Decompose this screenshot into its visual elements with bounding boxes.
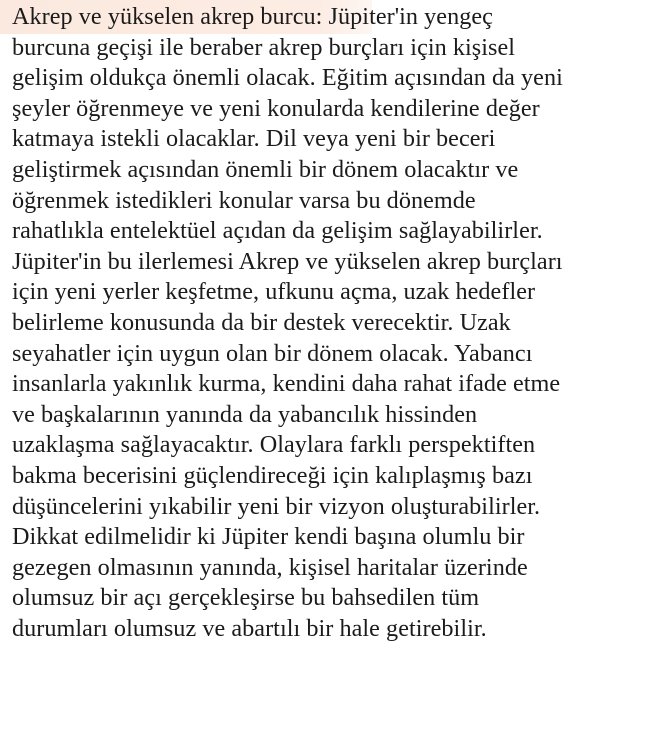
- paragraph-line: geliştirmek açısından önemli bir dönem olacaktır ve: [12, 155, 519, 183]
- paragraph-line: için yeni yerler keşfetme, ufkunu açma, uzak hedefler: [12, 278, 536, 306]
- paragraph-line: Dikkat edilmelidir ki Jüpiter kendi başına olumlu bir: [12, 523, 525, 551]
- paragraph-line: Akrep ve yükselen akrep burcu: Jüpiter'in yengeç: [12, 3, 493, 30]
- paragraph-line: Jüpiter'in bu ilerlemesi Akrep ve yükselen akrep burçları: [12, 247, 563, 275]
- paragraph-line: uzaklaşma sağlayacaktır. Olaylara farklı perspektiften: [12, 431, 536, 459]
- paragraph-line: rahatlıkla entelektüel açıdan da gelişim sağlayabilirler.: [12, 217, 543, 245]
- paragraph-line: şeyler öğrenmeye ve yeni konularda kendilerine değer: [12, 94, 540, 122]
- paragraph-line: gezegen olmasının yanında, kişisel haritalar üzerinde: [12, 553, 528, 581]
- paragraph-line: belirleme konusunda da bir destek verecektir. Uzak: [12, 308, 511, 336]
- paragraph-line: bakma becerisini güçlendireceği için kalıplaşmış bazı: [12, 461, 533, 489]
- paragraph-line: gelişim oldukça önemli olacak. Eğitim açısından da yeni: [12, 64, 563, 92]
- paragraph-line: insanlarla yakınlık kurma, kendini daha rahat ifade etme: [12, 370, 561, 398]
- paragraph-line: öğrenmek istedikleri konular varsa bu dönemde: [12, 186, 476, 214]
- paragraph-line: ve başkalarının yanında da yabancılık hissinden: [12, 400, 478, 428]
- paragraph-line: katmaya istekli olacaklar. Dil veya yeni bir beceri: [12, 125, 496, 153]
- paragraph-line: seyahatler için uygun olan bir dönem olacak. Yabancı: [12, 339, 533, 367]
- paragraph-line: burcuna geçişi ile beraber akrep burçları için kişisel: [12, 33, 516, 61]
- paragraph-line: düşüncelerini yıkabilir yeni bir vizyon oluşturabilirler.: [12, 492, 541, 520]
- paragraph-line: durumları olumsuz ve abartılı bir hale getirebilir.: [12, 614, 487, 642]
- paragraph-line: olumsuz bir açı gerçekleşirse bu bahsedilen tüm: [12, 584, 480, 612]
- article-paragraph: [12, 2, 648, 644]
